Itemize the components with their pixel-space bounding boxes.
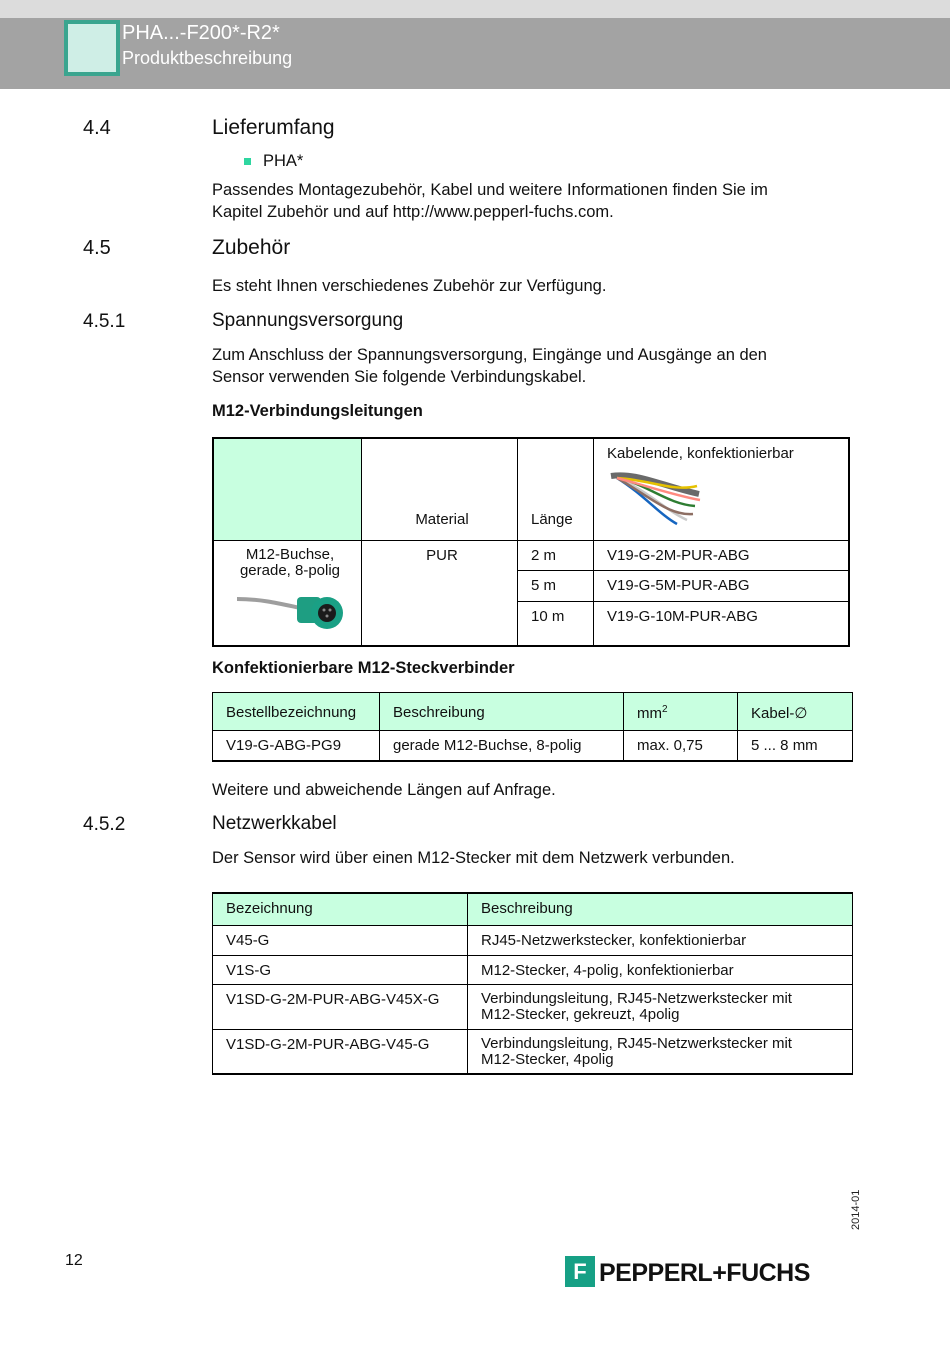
header-cell: Bestellbezeichnung — [213, 693, 380, 731]
page-header — [0, 18, 950, 89]
length-cell: 5 m — [518, 571, 594, 602]
material-cell: PUR — [362, 540, 518, 646]
code-cell: V19-G-5M-PUR-ABG — [594, 571, 850, 602]
header-cell: Beschreibung — [468, 893, 853, 925]
table-cell: Verbindungsleitung, RJ45-Netzwerkstecker mit M12-Stecker, 4polig — [468, 1029, 853, 1074]
table-cell: M12-Stecker, 4-polig, konfektionierbar — [468, 955, 853, 984]
header-cell: Bezeichnung — [213, 893, 468, 925]
header-square-icon — [64, 20, 120, 76]
header-cable-end: Kabelende, konfektionierbar — [594, 438, 850, 540]
header-cell-mm: $mm^2$ — [624, 693, 738, 731]
network-cable-table — [212, 892, 853, 1075]
table-cell: V45-G — [213, 925, 468, 955]
brand-icon: F — [565, 1256, 595, 1287]
brand-logo — [565, 1256, 823, 1290]
table-cell: V19-G-ABG-PG9 — [213, 731, 380, 761]
brand-name: PEPPERL+FUCHS — [599, 1259, 810, 1287]
m12-socket-icon — [235, 583, 345, 637]
table-cell: V1SD-G-2M-PUR-ABG-V45-G — [213, 1029, 468, 1074]
section-number: 4.5 — [83, 237, 111, 259]
row-label-cell: M12-Buchse, gerade, 8-polig — [213, 540, 362, 646]
header-cell: Beschreibung — [380, 693, 624, 731]
paragraph-line: Sensor verwenden Sie folgende Verbindungskabel. — [212, 368, 587, 386]
bullet-item: PHA* — [244, 150, 303, 172]
table-cell: V1S-G — [213, 955, 468, 984]
paragraph-line: Kapitel Zubehör und auf http://www.pepperl-fuchs.com. — [212, 203, 614, 221]
section-title: Lieferumfang — [212, 116, 335, 139]
table-heading: Konfektionierbare M12-Steckverbinder — [212, 659, 515, 677]
section-title: Netzwerkkabel — [212, 813, 337, 834]
cable-end-icon — [607, 466, 702, 528]
table-cell: Verbindungsleitung, RJ45-Netzwerkstecker mit M12-Stecker, gekreuzt, 4polig — [468, 984, 853, 1029]
connector-table — [212, 692, 853, 762]
paragraph-line: Zum Anschluss der Spannungsversorgung, Eingänge und Ausgänge an den — [212, 346, 767, 364]
bullet-square-icon — [244, 158, 251, 165]
cable-table — [212, 437, 850, 647]
table-cell: gerade M12-Buchse, 8-polig — [380, 731, 624, 761]
code-cell: V19-G-2M-PUR-ABG — [594, 540, 850, 571]
top-strip — [0, 0, 950, 18]
paragraph-line: Es steht Ihnen verschiedenes Zubehör zur Verfügung. — [212, 277, 607, 295]
section-number: 4.4 — [83, 117, 111, 139]
page-number: 12 — [65, 1252, 83, 1269]
header-empty-cell — [213, 438, 362, 540]
table-cell: 5 ... 8 mm — [738, 731, 853, 761]
paragraph-line: Passendes Montagezubehör, Kabel und weitere Informationen finden Sie im — [212, 181, 768, 199]
table-heading: M12-Verbindungsleitungen — [212, 402, 423, 420]
date-stamp: 2014-01 — [850, 1189, 862, 1230]
header-title: PHA...-F200*-R2* — [122, 22, 280, 44]
table-cell: RJ45-Netzwerkstecker, konfektionierbar — [468, 925, 853, 955]
section-title: Spannungsversorgung — [212, 310, 404, 331]
length-cell: 10 m — [518, 602, 594, 646]
code-cell: V19-G-10M-PUR-ABG — [594, 602, 850, 646]
section-title: Zubehör — [212, 236, 291, 259]
header-subtitle: Produktbeschreibung — [122, 48, 293, 68]
section-number: 4.5.2 — [83, 814, 126, 835]
section-number: 4.5.1 — [83, 311, 126, 332]
table-cell: max. 0,75 — [624, 731, 738, 761]
header-material: Material — [362, 438, 518, 540]
paragraph-line: Weitere und abweichende Längen auf Anfrage. — [212, 781, 556, 799]
header-cell: Kabel-∅ — [738, 693, 853, 731]
paragraph-line: Der Sensor wird über einen M12-Stecker mit dem Netzwerk verbunden. — [212, 849, 735, 867]
length-cell: 2 m — [518, 540, 594, 571]
header-length: Länge — [518, 438, 594, 540]
table-cell: V1SD-G-2M-PUR-ABG-V45X-G — [213, 984, 468, 1029]
